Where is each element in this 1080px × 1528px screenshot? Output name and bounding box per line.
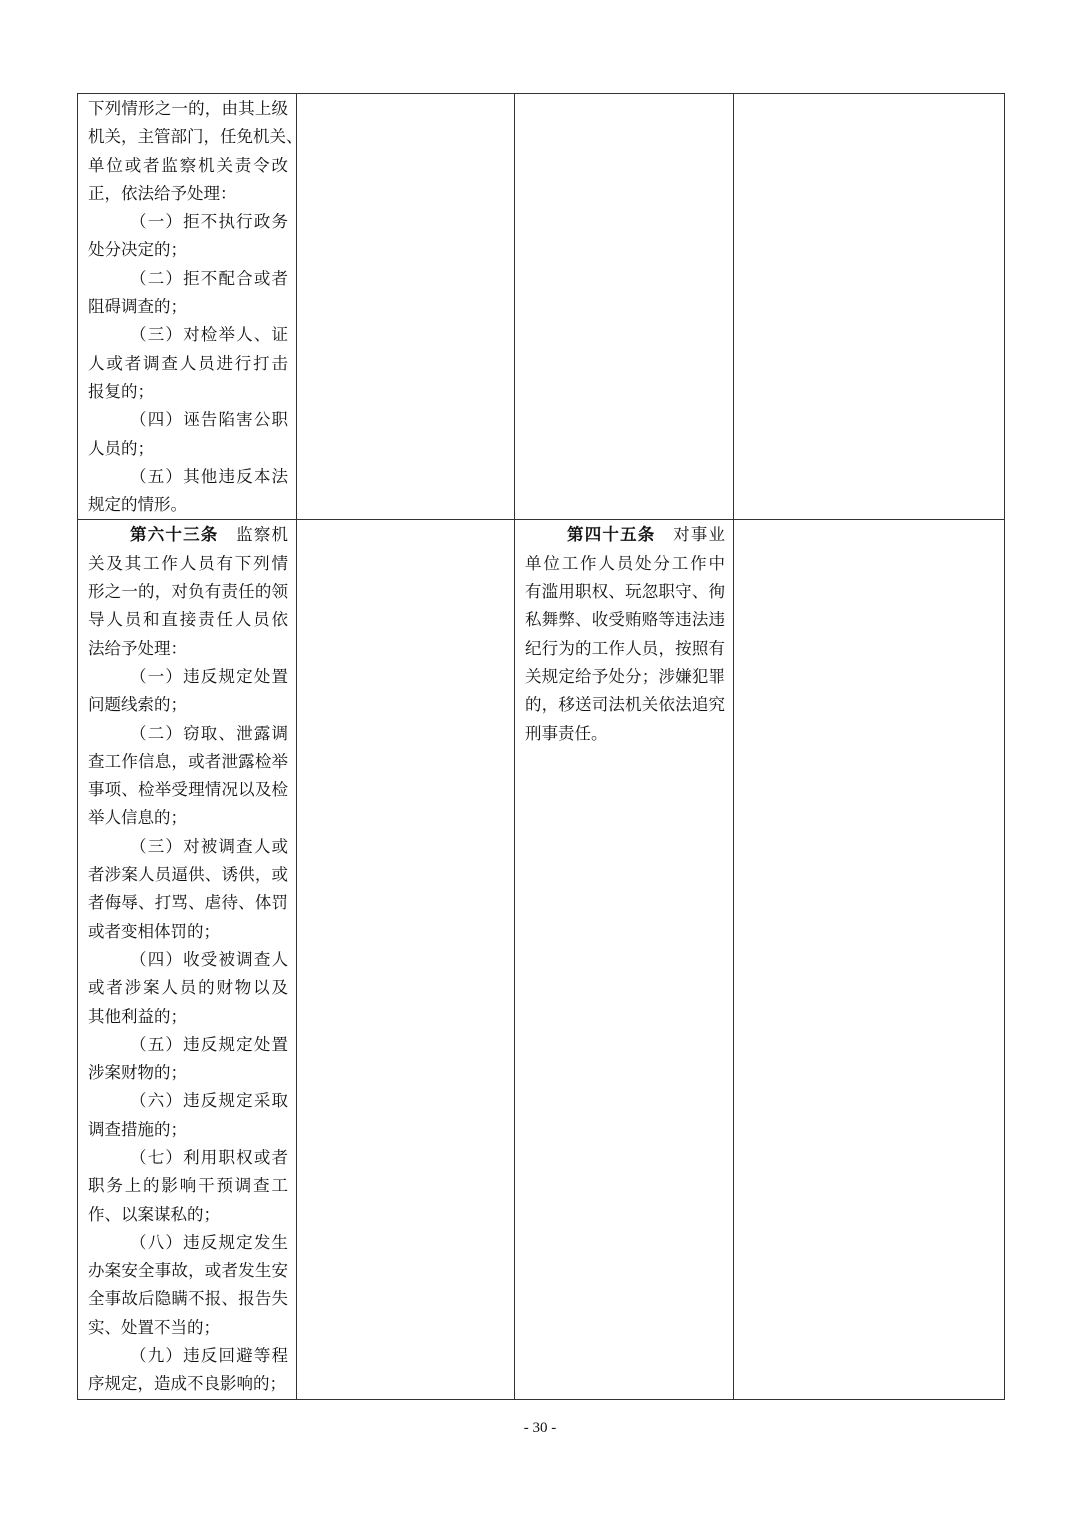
text-line: 刑事责任。 (525, 723, 608, 743)
text-line: 阻碍调查的； (88, 297, 187, 317)
text-line: （四）诬告陷害公职 (130, 410, 288, 430)
text-line: 查工作信息，或者泄露检举 (88, 751, 288, 771)
table-cell (515, 94, 734, 520)
article-heading-line (88, 521, 288, 549)
text-line: 问题线索的； (88, 695, 187, 715)
text-line: 其他利益的； (88, 1006, 187, 1026)
table-row (78, 94, 1005, 520)
table-cell (297, 94, 515, 520)
table-cell (515, 520, 734, 1399)
article-number: 第四十五条 (567, 525, 656, 545)
text-line: （一）拒不执行政务 (130, 212, 288, 232)
text-line: （七）利用职权或者 (130, 1147, 288, 1167)
article-number: 第六十三条 (130, 525, 219, 545)
text-line: 规定的情形。 (88, 495, 187, 515)
article-heading-line (525, 521, 725, 549)
text-line: （三）对被调查人或 (130, 836, 288, 856)
text-line: （五）其他违反本法 (130, 466, 288, 486)
text-line: 正，依法给予处理： (88, 183, 237, 203)
text-line: 人或者调查人员进行打击 (88, 353, 288, 373)
text-line: 报复的； (88, 381, 154, 401)
text-line: 下列情形之一的，由其上级 (88, 99, 288, 118)
page-number: - 30 - (523, 1420, 557, 1436)
text-line: 或者变相体罚的； (88, 921, 220, 941)
text-line: 法给予处理： (88, 638, 187, 658)
article-text (78, 94, 303, 519)
table-cell (297, 520, 515, 1399)
table-cell (734, 520, 1005, 1399)
text-line: （一）违反规定处置 (130, 666, 288, 686)
text-line: 全事故后隐瞒不报、报告失 (88, 1289, 288, 1309)
text-line: 人员的； (88, 438, 154, 458)
text-line: 举人信息的； (88, 808, 187, 828)
text-line: （五）违反规定处置 (130, 1034, 288, 1054)
text-line: 纪行为的工作人员，按照有 (525, 638, 725, 658)
text-line: （六）违反规定采取 (130, 1091, 288, 1111)
text-line: 办案安全事故，或者发生安 (88, 1261, 288, 1281)
article-heading-rest: 监察机 (236, 525, 288, 545)
text-line: 私舞弊、收受贿赂等违法违 (525, 610, 725, 630)
text-line: 关及其工作人员有下列情 (88, 553, 288, 573)
text-line: 导人员和直接责任人员依 (88, 610, 288, 630)
text-line: （九）违反回避等程 (130, 1346, 288, 1366)
text-line: 机关，主管部门，任免机关、 (88, 127, 303, 147)
table-row (78, 520, 1005, 1399)
text-line: （三）对检举人、证 (130, 325, 288, 345)
text-line: 单位工作人员处分工作中 (525, 553, 725, 573)
text-line: 关规定给予处分；涉嫌犯罪 (525, 666, 725, 686)
text-line: 或者涉案人员的财物以及 (88, 978, 288, 998)
table-cell (734, 94, 1005, 520)
text-line: 形之一的，对负有责任的领 (88, 582, 288, 602)
text-line: 者侮辱、打骂、虐待、体罚 (88, 893, 288, 913)
table-cell (78, 94, 303, 520)
article-text (78, 520, 288, 1398)
text-line: 涉案财物的； (88, 1063, 187, 1083)
text-line: 单位或者监察机关责令改 (88, 155, 288, 175)
text-line: 实、处置不当的； (88, 1317, 220, 1337)
text-line: 调查措施的； (88, 1119, 187, 1139)
text-line: 处分决定的； (88, 240, 187, 260)
text-line: 作、以案谋私的； (88, 1204, 220, 1224)
comparison-table (77, 93, 1005, 1400)
text-line: （八）违反规定发生 (130, 1232, 288, 1252)
text-line: 有滥用职权、玩忽职守、徇 (525, 582, 725, 602)
text-line: 序规定，造成不良影响的； (88, 1374, 286, 1394)
text-line: （二）窃取、泄露调 (130, 723, 288, 743)
text-line: （四）收受被调查人 (130, 949, 288, 969)
text-line: （二）拒不配合或者 (130, 268, 288, 288)
text-line: 职务上的影响干预调查工 (88, 1176, 288, 1196)
text-line: 事项、检举受理情况以及检 (88, 780, 288, 800)
article-text (515, 520, 725, 747)
table-cell (78, 520, 297, 1399)
article-heading-rest: 对事业 (673, 525, 725, 545)
text-line: 者涉案人员逼供、诱供，或 (88, 865, 288, 885)
text-line: 的，移送司法机关依法追究 (525, 695, 725, 715)
